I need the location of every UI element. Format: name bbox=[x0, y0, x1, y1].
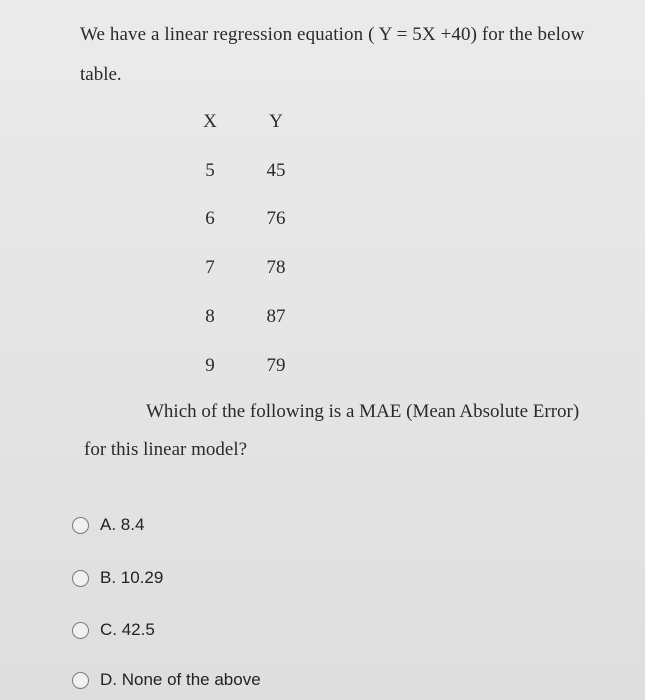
table-cell-y: 76 bbox=[266, 208, 286, 229]
prompt-text-line-1: Which of the following is a MAE (Mean Absolute Error) bbox=[146, 401, 580, 422]
option-label: B. 10.29 bbox=[100, 568, 164, 587]
question-text-line-1: We have a linear regression equation ( Y = 5X +40) for the below bbox=[80, 24, 585, 45]
table-cell-x: 9 bbox=[205, 355, 215, 376]
question-text-line-2: table. bbox=[80, 64, 122, 85]
table-cell-x: 7 bbox=[205, 257, 215, 278]
option-a[interactable] bbox=[72, 515, 144, 535]
radio-button-icon[interactable] bbox=[72, 622, 89, 639]
radio-button-icon[interactable] bbox=[72, 672, 89, 689]
table-cell-y: 45 bbox=[266, 160, 286, 181]
option-b[interactable] bbox=[72, 568, 163, 588]
prompt-text-line-2: for this linear model? bbox=[84, 439, 248, 460]
option-c[interactable] bbox=[72, 620, 155, 640]
option-d[interactable] bbox=[72, 670, 261, 690]
table-cell-y: 79 bbox=[266, 355, 286, 376]
option-label: A. 8.4 bbox=[100, 515, 145, 534]
radio-button-icon[interactable] bbox=[72, 570, 89, 587]
option-label: D. None of the above bbox=[100, 670, 261, 689]
table-header-y: Y bbox=[269, 111, 283, 132]
table-cell-x: 8 bbox=[205, 306, 215, 327]
option-label: C. 42.5 bbox=[100, 620, 155, 639]
table-header-x: X bbox=[203, 111, 217, 132]
table-cell-x: 6 bbox=[205, 208, 215, 229]
table-cell-y: 87 bbox=[266, 306, 286, 327]
table-cell-y: 78 bbox=[266, 257, 286, 278]
table-cell-x: 5 bbox=[205, 160, 215, 181]
radio-button-icon[interactable] bbox=[72, 517, 89, 534]
